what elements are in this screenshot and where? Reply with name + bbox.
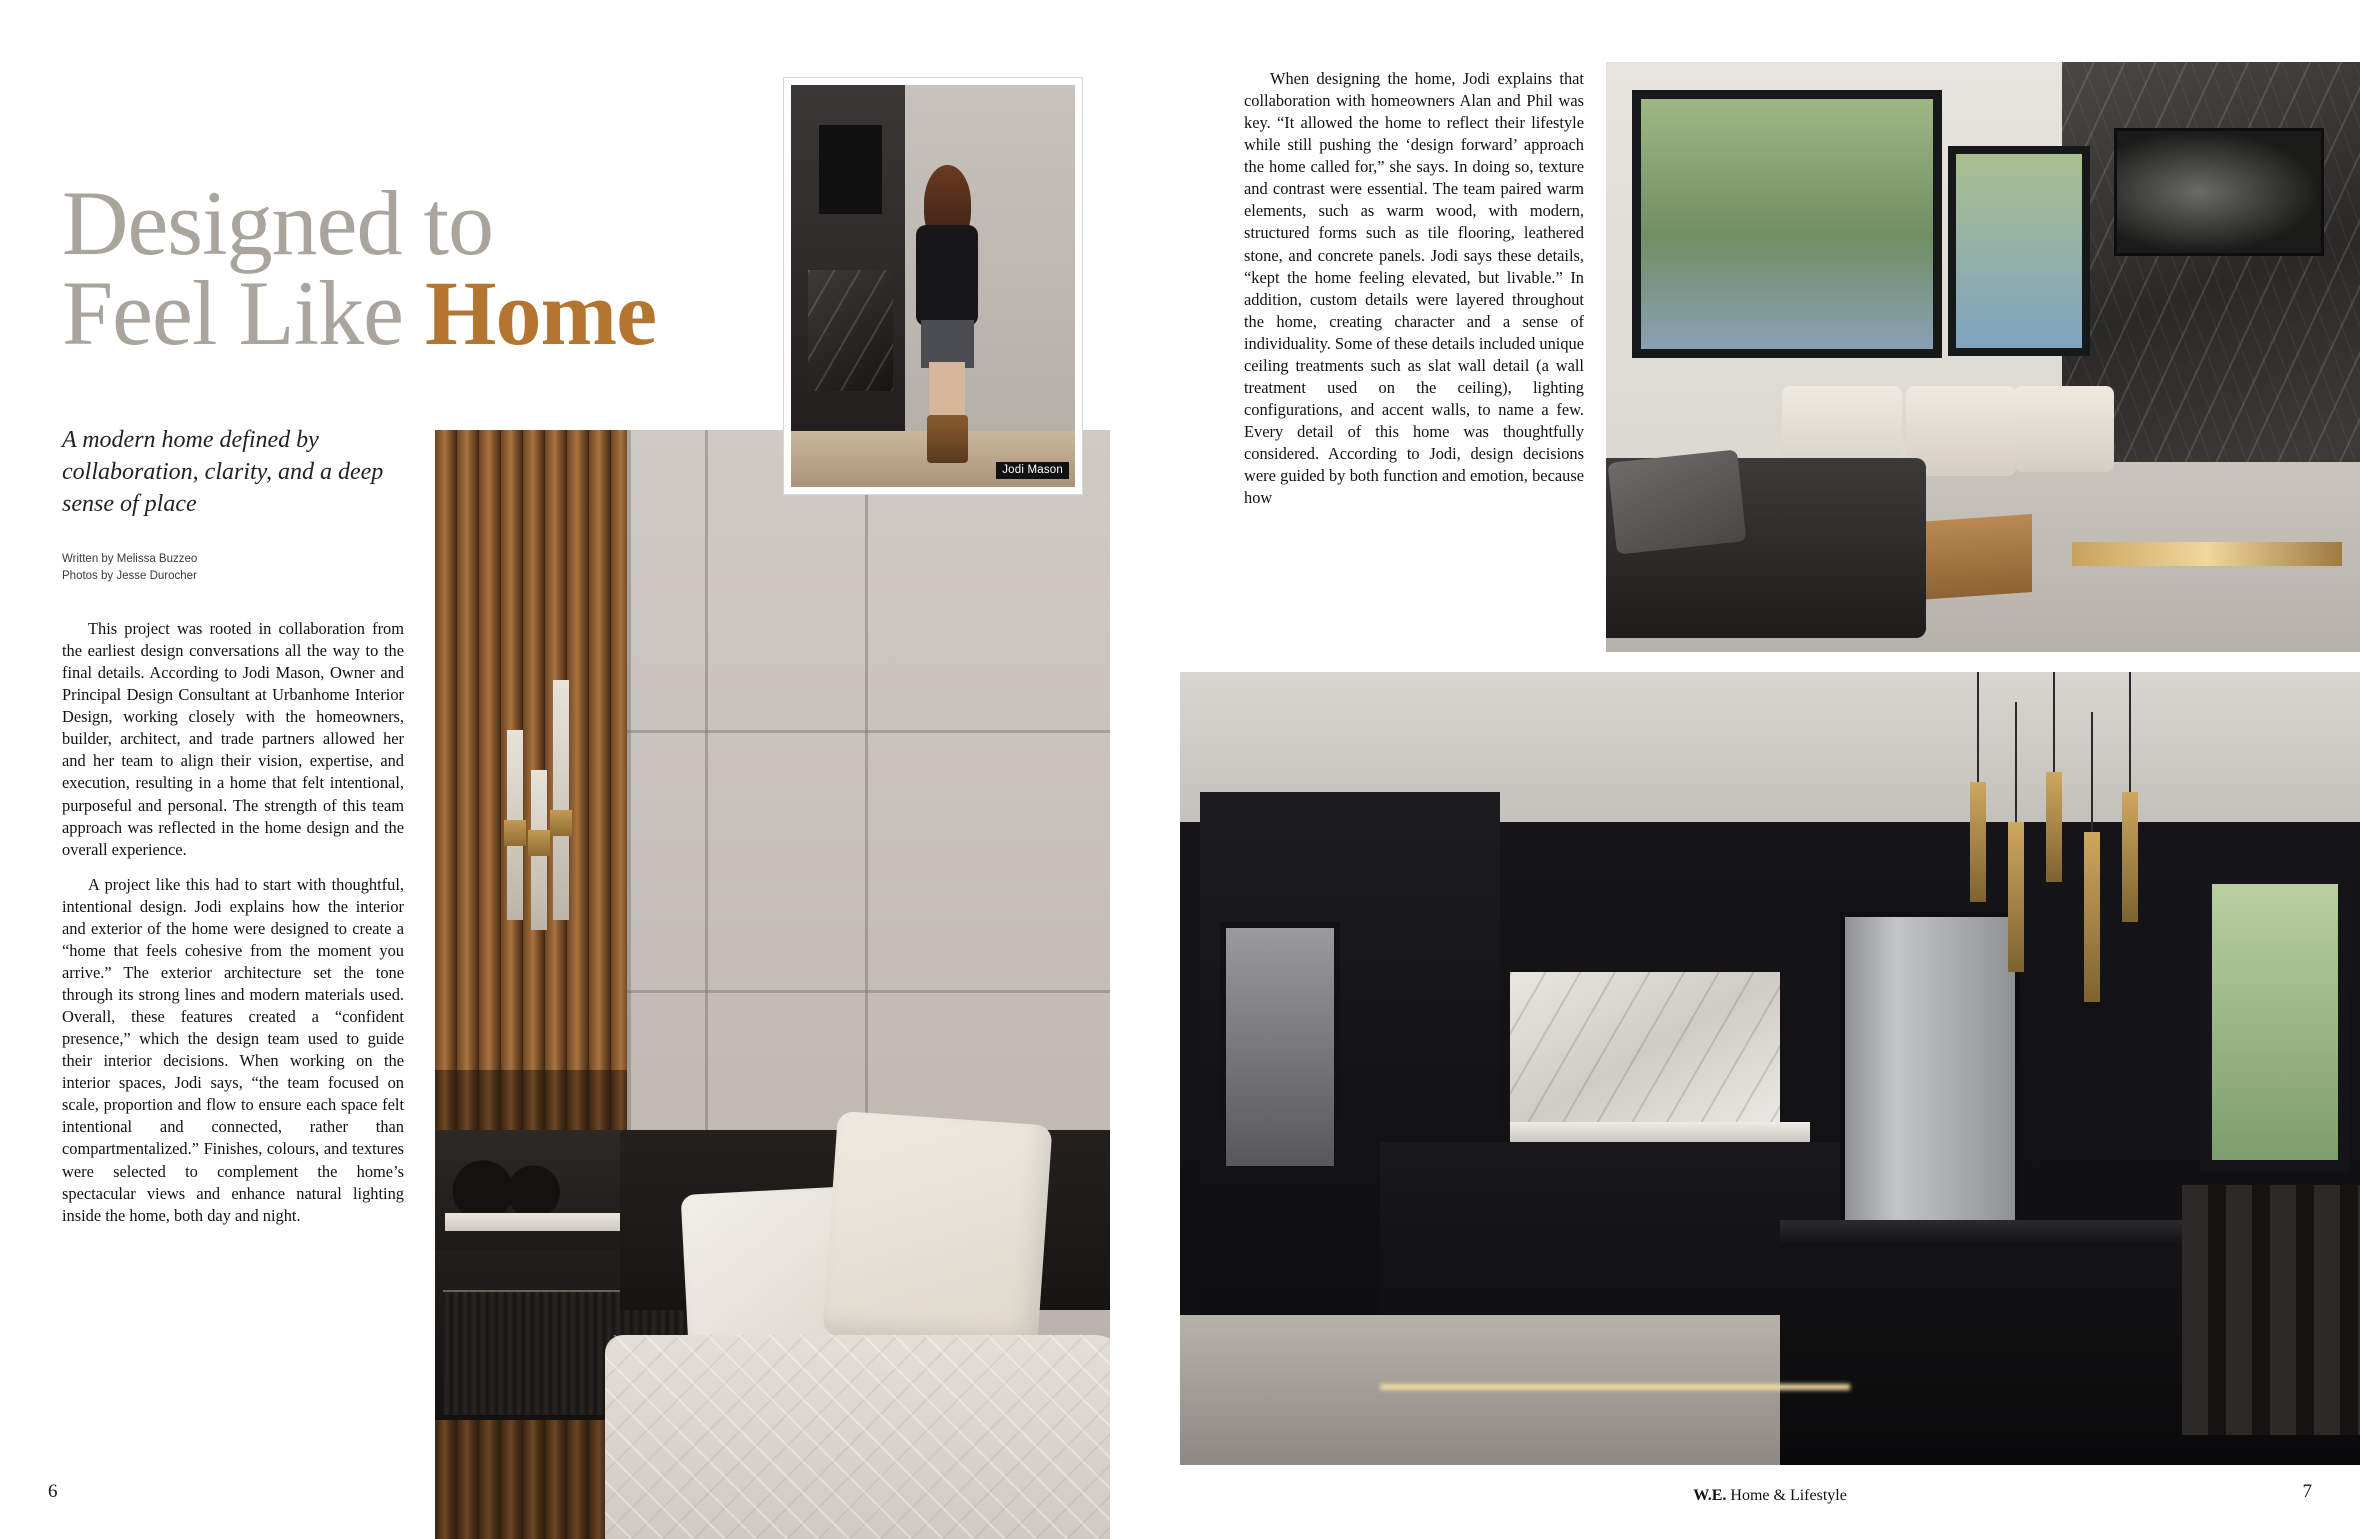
living-room-photo-art	[1606, 62, 2360, 652]
bedroom-photo-art	[435, 430, 1110, 1539]
portrait-caption: Jodi Mason	[996, 462, 1069, 479]
right-paragraph-1: When designing the home, Jodi explains that collaboration with homeowners Alan and Phil was key. “It allowed the home to reflect their lifestyle while still pushing the ‘design forward’ approach the home called for,” she says. In doing so, texture and contrast were essential. The team paired warm elements, such as warm wood, with modern, structured forms such as tile flooring, leathered stone, and concrete panels. Jodi says these details, “kept the home feeling elevated, but livable.” In addition, custom details were layered throughout the home, creating character and a sense of individuality. Some of these details included unique ceiling treatments such as slat wall detail (a wall treatment used on the ceiling), lighting configurations, and accent walls, to name a few. Every detail of this home was thoughtfully considered. According to Jodi, design decisions were guided by both function and emotion, because how	[1244, 69, 1584, 508]
page-right	[1180, 0, 2360, 1539]
headline-line-2	[62, 262, 782, 365]
left-column-body	[62, 618, 404, 1227]
portrait-photo-art	[791, 85, 1075, 487]
portrait-photo	[784, 78, 1082, 494]
credit-photographer: Photos by Jesse Durocher	[62, 569, 197, 582]
running-footer	[1180, 1487, 2360, 1505]
right-column-body	[1244, 68, 1584, 509]
kitchen-photo	[1180, 672, 2360, 1465]
headline-accent-word: Home	[425, 262, 657, 365]
left-paragraph-1: This project was rooted in collaboration from the earliest design conversations all the way to the final details. According to Jodi Mason, Owner and Principal Design Consultant at Urbanhome Interior Design, working closely with the homeowners, builder, architect, and trade partners allowed her and her team to align their vision, expertise, and execution, resulting in a home that felt intentional, purposeful and personal. The strength of this team approach was reflected in the home design and the overall experience.	[62, 619, 404, 859]
footer-brand: W.E.	[1693, 1487, 1727, 1504]
bedroom-photo	[435, 430, 1110, 1539]
article-credits	[62, 551, 392, 584]
article-deck: A modern home defined by collaboration, clarity, and a deep sense of place	[62, 427, 384, 517]
credit-writer: Written by Melissa Buzzeo	[62, 553, 198, 565]
living-room-photo	[1606, 62, 2360, 652]
footer-text: Home & Lifestyle	[1726, 1487, 1847, 1504]
kitchen-photo-art	[1180, 672, 2360, 1465]
left-paragraph-2: A project like this had to start with thoughtful, intentional design. Jodi explains how the interior and exterior of the home were designed to create a “home that feels cohesive from the moment you arrive.” The exterior architecture set the tone through its strong lines and modern materials used. Overall, these features created a “confident presence,” which the design team used to guide their interior decisions. When working on the interior spaces, Jodi says, “the team focused on scale, proportion and flow to ensure each space felt intentional and connected, rather than compartmentalized.” Finishes, colours, and textures were selected to complement the home’s spectacular views and enhance natural lighting inside the home, both day and night.	[62, 874, 404, 1225]
headline-line-2-plain: Feel Like	[62, 262, 425, 365]
folio-left: 6	[48, 1481, 58, 1502]
page-title	[62, 172, 782, 365]
folio-right: 7	[2302, 1481, 2312, 1502]
headline-line-1: Designed to	[62, 172, 494, 274]
